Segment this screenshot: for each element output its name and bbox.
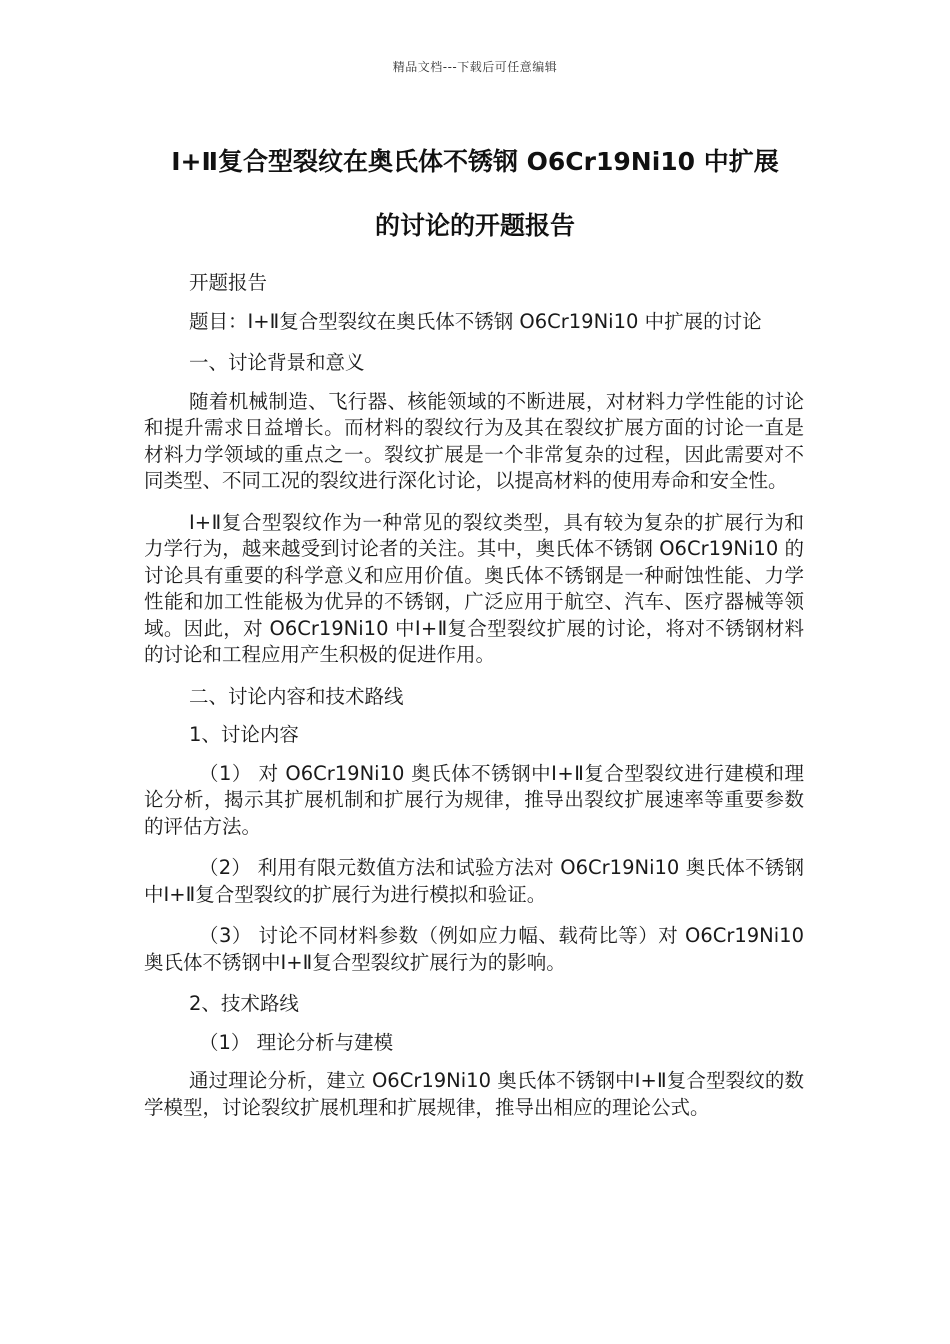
subheading-technical-route: 2、技术路线 — [189, 992, 299, 1015]
title-line-1: Ⅰ+Ⅱ复合型裂纹在奥氏体不锈钢 O6Cr19Ni10 中扩展 — [171, 147, 779, 176]
paragraph-background: 随着机械制造、飞行器、核能领域的不断进展，对材料力学性能的讨论和提升需求日益增长。而材料的裂纹行为及其在裂纹扩展方面的讨论一直是材料力学领域的重点之一。裂纹扩展是一个非常复杂的过程，因此需要对不同类型、不同工况的裂纹进行深化讨论，以提高材料的使用寿命和安全性。 — [144, 389, 804, 492]
content-item-3: （3） 讨论不同材料参数（例如应力幅、载荷比等）对 O6Cr19Ni10 奥氏体不锈钢中Ⅰ+Ⅱ复合型裂纹扩展行为的影响。 — [144, 924, 804, 974]
document-title — [120, 130, 830, 258]
paragraph-topic: 题目：Ⅰ+Ⅱ复合型裂纹在奥氏体不锈钢 O6Cr19Ni10 中扩展的讨论 — [189, 309, 762, 333]
subheading-content: 1、讨论内容 — [189, 723, 299, 746]
content-item-2: （2） 利用有限元数值方法和试验方法对 O6Cr19Ni10 奥氏体不锈钢中Ⅰ+Ⅱ复合型裂纹的扩展行为进行模拟和验证。 — [144, 856, 804, 906]
section-heading-background: 一、讨论背景和意义 — [189, 351, 365, 374]
paragraph-significance: I+Ⅱ复合型裂纹作为一种常见的裂纹类型，具有较为复杂的扩展行为和力学行为，越来越受到讨论者的关注。其中，奥氏体不锈钢 O6Cr19Ni10 的讨论具有重要的科学意义和应用价值。奥氏体不锈钢是一种耐蚀性能、力学性能和加工性能极为优异的不锈钢，广泛应用于航空、汽车、医疗器械等领域。因此，对 O6Cr19Ni10 中Ⅰ+Ⅱ复合型裂纹扩展的讨论，将对不锈钢材料的讨论和工程应用产生积极的促进作用。 — [144, 510, 804, 666]
section-heading-content-route: 二、讨论内容和技术路线 — [189, 684, 404, 708]
title-line-2: 的讨论的开题报告 — [374, 211, 575, 240]
paragraph-report-label: 开题报告 — [189, 271, 268, 294]
document-body — [144, 270, 804, 1136]
content-item-1: （1） 对 O6Cr19Ni10 奥氏体不锈钢中Ⅰ+Ⅱ复合型裂纹进行建模和理论分析，揭示其扩展机制和扩展行为规律，推导出裂纹扩展速率等重要参数的评估方法。 — [144, 761, 804, 838]
paragraph-theory-modeling: 通过理论分析，建立 O6Cr19Ni10 奥氏体不锈钢中Ⅰ+Ⅱ复合型裂纹的数学模型，讨论裂纹扩展机理和扩展规律，推导出相应的理论公式。 — [144, 1069, 804, 1119]
header-note: 精品文档---下载后可任意编辑 — [392, 60, 558, 74]
route-item-1: （1） 理论分析与建模 — [199, 1030, 394, 1054]
